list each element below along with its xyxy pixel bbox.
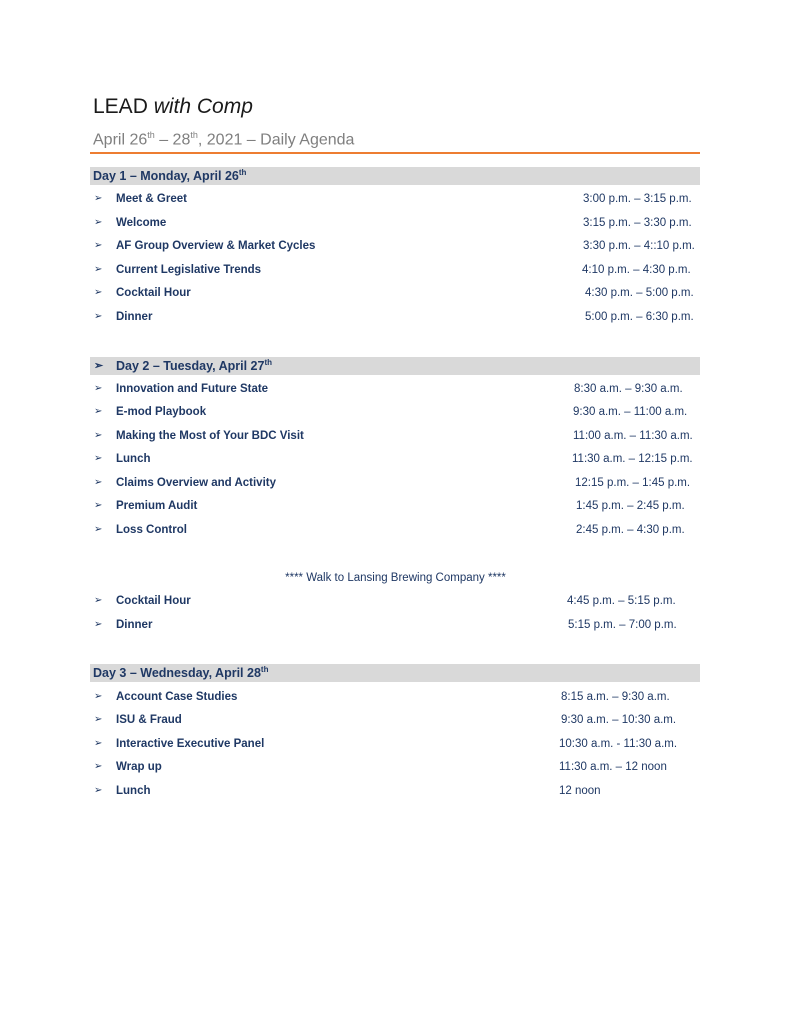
arrowhead-bullet-icon: ➢ [94,619,103,630]
arrowhead-bullet-icon: ➢ [94,264,103,275]
agenda-item-label: Cocktail Hour [116,287,191,299]
agenda-item-label: Making the Most of Your BDC Visit [116,430,304,442]
agenda-row [0,595,791,613]
agenda-item-label: Account Case Studies [116,691,238,703]
agenda-item-label: Lunch [116,453,151,465]
day3-header-text: Day 3 – Wednesday, April 28 [93,666,261,680]
agenda-item-label: Loss Control [116,524,187,536]
agenda-item-time: 4:10 p.m. – 4:30 p.m. [582,264,691,276]
arrowhead-bullet-icon: ➢ [94,453,103,464]
agenda-item-label: E-mod Playbook [116,406,207,418]
agenda-item-time: 11:00 a.m. – 11:30 a.m. [573,430,693,442]
arrowhead-bullet-icon: ➢ [94,240,103,251]
arrowhead-bullet-icon: ➢ [94,477,103,488]
agenda-row [0,430,791,448]
agenda-item-label: Wrap up [116,761,162,773]
agenda-row [0,524,791,542]
agenda-item-time: 2:45 p.m. – 4:30 p.m. [576,524,685,536]
agenda-row [0,240,791,258]
arrowhead-bullet-icon: ➢ [94,383,103,394]
arrowhead-bullet-icon: ➢ [94,714,103,725]
agenda-item-time: 5:00 p.m. – 6:30 p.m. [585,311,694,323]
agenda-item-time: 11:30 a.m. – 12 noon [559,761,667,773]
subtitle-part: April 26 [93,131,148,149]
agenda-row [0,619,791,637]
agenda-item-time: 4:30 p.m. – 5:00 p.m. [585,287,694,299]
agenda-item-time: 1:45 p.m. – 2:45 p.m. [576,500,685,512]
agenda-row [0,477,791,495]
agenda-item-label: Meet & Greet [116,193,187,205]
arrowhead-bullet-icon: ➢ [94,430,103,441]
agenda-item-label: Interactive Executive Panel [116,738,265,750]
agenda-item-label: Claims Overview and Activity [116,477,277,489]
arrowhead-bullet-icon: ➢ [94,217,103,228]
walk-note: **** Walk to Lansing Brewing Company **** [285,572,506,584]
arrowhead-bullet-icon: ➢ [94,193,103,204]
agenda-item-time: 9:30 a.m. – 10:30 a.m. [561,714,677,726]
title-divider [90,152,700,154]
agenda-row [0,406,791,424]
agenda-item-time: 12:15 p.m. – 1:45 p.m. [575,477,691,489]
arrowhead-bullet-icon: ➢ [94,785,103,796]
day1-header-sup: th [238,167,247,177]
day2-header-text: Day 2 – Tuesday, April 27 [116,359,265,373]
agenda-item-label: Dinner [116,619,153,631]
arrowhead-bullet-icon: ➢ [94,761,103,772]
agenda-item-label: Welcome [116,217,167,229]
agenda-row [0,193,791,211]
agenda-item-label: Dinner [116,311,153,323]
arrowhead-bullet-icon: ➢ [94,595,103,606]
day1-header-text: Day 1 – Monday, April 26 [93,169,239,183]
subtitle-sup: th [190,130,198,140]
agenda-row [0,500,791,518]
agenda-row [0,453,791,471]
subtitle-part: – 28 [154,131,191,149]
agenda-item-time: 11:30 a.m. – 12:15 p.m. [572,453,693,465]
arrowhead-bullet-icon: ➢ [94,524,103,535]
document-subtitle [93,130,354,149]
agenda-row [0,785,791,803]
agenda-row [0,738,791,756]
arrowhead-bullet-icon: ➢ [94,311,103,322]
agenda-item-time: 4:45 p.m. – 5:15 p.m. [567,595,676,607]
arrowhead-bullet-icon: ➢ [94,691,103,702]
agenda-row [0,691,791,709]
document-title [93,95,253,119]
agenda-item-time: 8:15 a.m. – 9:30 a.m. [561,691,670,703]
day1-header [90,167,700,185]
agenda-row [0,217,791,235]
title-emphasis: with Comp [153,95,253,118]
agenda-item-time: 9:30 a.m. – 11:00 a.m. [573,406,688,418]
agenda-item-label: Premium Audit [116,500,198,512]
agenda-item-label: Innovation and Future State [116,383,269,395]
arrowhead-bullet-icon: ➢ [94,287,103,298]
agenda-item-time: 5:15 p.m. – 7:00 p.m. [568,619,677,631]
title-prefix: LEAD [93,95,154,118]
agenda-item-label: Current Legislative Trends [116,264,262,276]
agenda-row [0,287,791,305]
agenda-item-label: Cocktail Hour [116,595,191,607]
agenda-item-time: 8:30 a.m. – 9:30 a.m. [574,383,683,395]
day3-header-sup: th [260,664,269,674]
agenda-item-label: Lunch [116,785,151,797]
day2-header-sup: th [264,357,273,367]
agenda-item-time: 12 noon [559,785,601,797]
agenda-row [0,264,791,282]
arrowhead-bullet-icon: ➢ [94,406,103,417]
arrowhead-bullet-icon: ➢ [94,360,104,372]
agenda-row [0,383,791,401]
subtitle-part: , 2021 – Daily Agenda [197,131,355,149]
agenda-item-time: 3:15 p.m. – 3:30 p.m. [583,217,692,229]
agenda-item-label: ISU & Fraud [116,714,182,726]
subtitle-sup: th [147,130,155,140]
agenda-item-label: AF Group Overview & Market Cycles [116,240,316,252]
agenda-item-time: 3:00 p.m. – 3:15 p.m. [583,193,692,205]
agenda-item-time: 3:30 p.m. – 4::10 p.m. [583,240,695,252]
day2-header [90,357,700,375]
agenda-row [0,311,791,329]
agenda-row [0,761,791,779]
agenda-row [0,714,791,732]
arrowhead-bullet-icon: ➢ [94,500,103,511]
arrowhead-bullet-icon: ➢ [94,738,103,749]
agenda-item-time: 10:30 a.m. - 11:30 a.m. [559,738,678,750]
day3-header [90,664,700,682]
